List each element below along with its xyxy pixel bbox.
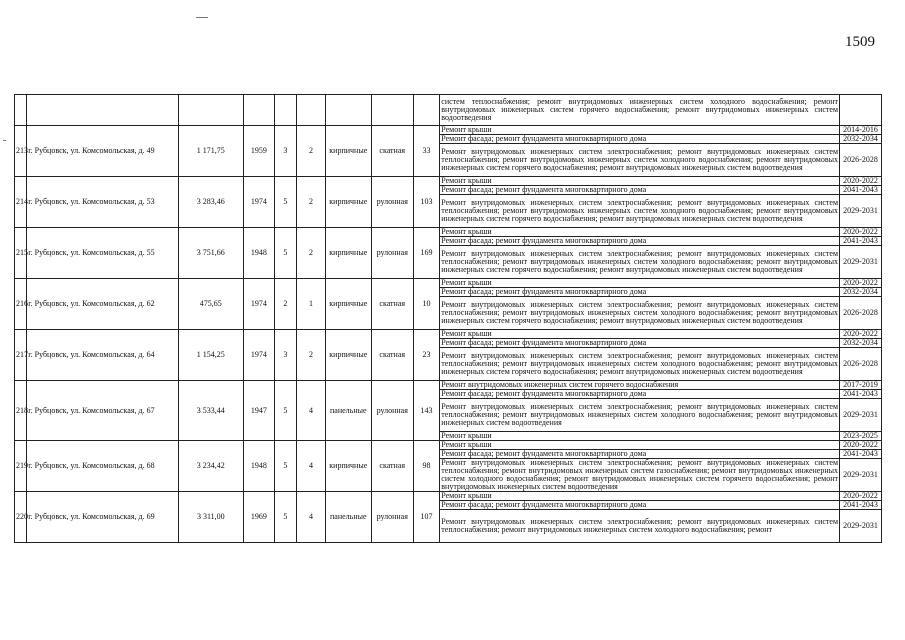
- apartments-count: 33: [413, 126, 440, 177]
- work-description: Ремонт внутридомовых инженерных систем электроснабжения; ремонт внутридомовых инженерных систем теплоснабжения; ремонт внутридомовых инженерных систем холодного водоснабжения; ремонт внутридомовых инженерных систем горячего водоснабжения; ремонт внутридомовых инженерных систем водоотведения: [440, 348, 840, 381]
- wall-material: кирпичные: [325, 126, 371, 177]
- wall-material: кирпичные: [325, 228, 371, 279]
- floors-count: 3: [274, 330, 296, 381]
- floors-count: 5: [274, 177, 296, 228]
- work-description: Ремонт крыши: [440, 279, 840, 288]
- work-period: 2023-2025: [840, 432, 882, 441]
- empty-cell: [178, 95, 243, 126]
- row-number: 217: [15, 330, 27, 381]
- house-address: г. Рубцовск, ул. Комсомольская, д. 49: [27, 126, 178, 177]
- entrances-count: 1: [297, 279, 326, 330]
- work-period: 2014-2016: [840, 126, 882, 135]
- work-description: Ремонт крыши: [440, 228, 840, 237]
- house-address: г. Рубцовск, ул. Комсомольская, д. 53: [27, 177, 178, 228]
- roof-type: скатная: [371, 279, 413, 330]
- work-period: 2020-2022: [840, 492, 882, 501]
- house-area: 3 234,42: [178, 441, 243, 492]
- house-address: г. Рубцовск, ул. Комсомольская, д. 67: [27, 381, 178, 441]
- work-description: Ремонт фасада; ремонт фундамента многоквартирного дома: [440, 237, 840, 246]
- wall-material: кирпичные: [325, 330, 371, 381]
- house-address: г. Рубцовск, ул. Комсомольская, д. 62: [27, 279, 178, 330]
- empty-cell: [371, 95, 413, 126]
- page-number: 1509: [845, 34, 875, 50]
- build-year: 1974: [244, 279, 275, 330]
- apartments-count: 23: [413, 330, 440, 381]
- work-description: Ремонт крыши: [440, 177, 840, 186]
- entrances-count: 4: [297, 441, 326, 492]
- work-period: 2029-2031: [840, 246, 882, 279]
- build-year: 1974: [244, 177, 275, 228]
- empty-cell: [15, 95, 27, 126]
- work-period: 2020-2022: [840, 279, 882, 288]
- entrances-count: 2: [297, 330, 326, 381]
- house-area: 1 154,25: [178, 330, 243, 381]
- work-period: 2029-2031: [840, 399, 882, 432]
- work-period: 2020-2022: [840, 228, 882, 237]
- work-period: 2020-2022: [840, 330, 882, 339]
- table-row: [15, 95, 882, 126]
- row-number: 213: [15, 126, 27, 177]
- apartments-count: 98: [413, 441, 440, 492]
- entrances-count: 2: [297, 177, 326, 228]
- work-period: 2020-2022: [840, 441, 882, 450]
- work-period: 2041-2043: [840, 237, 882, 246]
- house-area: 3 751,66: [178, 228, 243, 279]
- work-period: 2041-2043: [840, 450, 882, 459]
- work-period: 2041-2043: [840, 390, 882, 399]
- scan-mark: [3, 140, 6, 141]
- work-period: 2029-2031: [840, 510, 882, 543]
- work-period: 2032-2034: [840, 288, 882, 297]
- build-year: 1959: [244, 126, 275, 177]
- work-description: Ремонт внутридомовых инженерных систем электроснабжения; ремонт внутридомовых инженерных систем теплоснабжения; ремонт внутридомовых инженерных систем холодного водоснабжения; ремонт внутридомовых инженерных систем горячего водоснабжения; ремонт внутридомовых инженерных систем водоотведения: [440, 297, 840, 330]
- work-period: 2026-2028: [840, 297, 882, 330]
- empty-cell: [274, 95, 296, 126]
- work-period: 2041-2043: [840, 186, 882, 195]
- work-period: 2017-2019: [840, 381, 882, 390]
- build-year: 1948: [244, 228, 275, 279]
- work-description: Ремонт фасада; ремонт фундамента многоквартирного дома: [440, 390, 840, 399]
- work-description: систем теплоснабжения; ремонт внутридомовых инженерных систем холодного водоснабжения; ремонт внутридомовых инженерных систем горячего водоснабжения; ремонт внутридомовых инженерных систем водоотведения: [440, 95, 840, 126]
- entrances-count: 4: [297, 381, 326, 441]
- work-period: 2032-2034: [840, 339, 882, 348]
- row-number: 220: [15, 492, 27, 543]
- work-period: 2026-2028: [840, 144, 882, 177]
- work-description: Ремонт внутридомовых инженерных систем электроснабжения; ремонт внутридомовых инженерных систем теплоснабжения; ремонт внутридомовых инженерных систем холодного водоснабжения; ремонт: [440, 510, 840, 543]
- house-address: г. Рубцовск, ул. Комсомольская, д. 69: [27, 492, 178, 543]
- house-area: 475,65: [178, 279, 243, 330]
- work-period: [840, 95, 882, 126]
- build-year: 1947: [244, 381, 275, 441]
- floors-count: 5: [274, 492, 296, 543]
- house-address: г. Рубцовск, ул. Комсомольская, д. 55: [27, 228, 178, 279]
- house-address: г. Рубцовск, ул. Комсомольская, д. 68: [27, 441, 178, 492]
- work-description: Ремонт внутридомовых инженерных систем электроснабжения; ремонт внутридомовых инженерных систем теплоснабжения; ремонт внутридомовых инженерных систем холодного водоснабжения; ремонт внутридомовых инженерных систем горячего водоснабжения; ремонт внутридомовых инженерных систем водоотведения: [440, 246, 840, 279]
- empty-cell: [325, 95, 371, 126]
- empty-cell: [27, 95, 178, 126]
- apartments-count: 107: [413, 492, 440, 543]
- floors-count: 3: [274, 126, 296, 177]
- work-description: Ремонт крыши: [440, 330, 840, 339]
- wall-material: кирпичные: [325, 177, 371, 228]
- work-description: Ремонт фасада; ремонт фундамента многоквартирного дома: [440, 135, 840, 144]
- roof-type: скатная: [371, 126, 413, 177]
- apartments-count: 169: [413, 228, 440, 279]
- work-period: 2029-2031: [840, 459, 882, 492]
- work-description: Ремонт фасада; ремонт фундамента многоквартирного дома: [440, 501, 840, 510]
- wall-material: панельные: [325, 381, 371, 441]
- entrances-count: 4: [297, 492, 326, 543]
- house-area: 1 171,75: [178, 126, 243, 177]
- work-description: Ремонт внутридомовых инженерных систем электроснабжения; ремонт внутридомовых инженерных систем теплоснабжения; ремонт внутридомовых инженерных систем холодного водоснабжения; ремонт внутридомовых инженерных систем горячего водоснабжения; ремонт внутридомовых инженерных систем водоотведения: [440, 195, 840, 228]
- work-description: Ремонт внутридомовых инженерных систем горячего водоснабжения: [440, 381, 840, 390]
- work-description: Ремонт внутридомовых инженерных систем электроснабжения; ремонт внутридомовых инженерных систем теплоснабжения; ремонт внутридомовых инженерных систем холодного водоснабжения; ремонт внутридомовых инженерных систем горячего водоснабжения; ремонт внутридомовых инженерных систем водоотведения: [440, 144, 840, 177]
- apartments-count: 103: [413, 177, 440, 228]
- work-description: Ремонт фасада; ремонт фундамента многоквартирного дома: [440, 450, 840, 459]
- work-period: 2026-2028: [840, 348, 882, 381]
- roof-type: скатная: [371, 330, 413, 381]
- work-description: Ремонт внутридомовых инженерных систем электроснабжения; ремонт внутридомовых инженерных систем теплоснабжения; ремонт внутридомовых инженерных систем газоснабжения; ремонт внутридомовых инженерных систем холодного водоснабжения; ремонт внутридомовых инженерных систем горячего водоснабжения; ремонт внутридомовых инженерных систем водоотведения: [441, 458, 839, 491]
- floors-count: 5: [274, 441, 296, 492]
- wall-material: панельные: [325, 492, 371, 543]
- roof-type: рулонная: [371, 177, 413, 228]
- empty-cell: [244, 95, 275, 126]
- roof-type: рулонная: [371, 381, 413, 441]
- work-description: Ремонт фасада; ремонт фундамента многоквартирного дома: [440, 288, 840, 297]
- wall-material: кирпичные: [325, 441, 371, 492]
- roof-type: рулонная: [371, 492, 413, 543]
- floors-count: 2: [274, 279, 296, 330]
- build-year: 1974: [244, 330, 275, 381]
- work-description: Ремонт крыши: [440, 441, 840, 450]
- row-number: 214: [15, 177, 27, 228]
- work-period: 2041-2043: [840, 501, 882, 510]
- empty-cell: [297, 95, 326, 126]
- roof-type: рулонная: [371, 228, 413, 279]
- floors-count: 5: [274, 228, 296, 279]
- row-number: 215: [15, 228, 27, 279]
- empty-cell: [413, 95, 440, 126]
- build-year: 1969: [244, 492, 275, 543]
- housing-repair-table: [14, 94, 882, 543]
- entrances-count: 2: [297, 228, 326, 279]
- work-description: Ремонт внутридомовых инженерных систем электроснабжения; ремонт внутридомовых инженерных систем теплоснабжения; ремонт внутридомовых инженерных систем холодного водоснабжения; ремонт внутридомовых инженерных систем водоотведения: [440, 399, 840, 432]
- work-description: Ремонт фасада; ремонт фундамента многоквартирного дома: [440, 186, 840, 195]
- work-description: Ремонт фасада; ремонт фундамента многоквартирного дома: [440, 339, 840, 348]
- house-address: г. Рубцовск, ул. Комсомольская, д. 64: [27, 330, 178, 381]
- apartments-count: 10: [413, 279, 440, 330]
- work-description: Ремонт крыши: [440, 126, 840, 135]
- work-period: 2032-2034: [840, 135, 882, 144]
- work-period: 2020-2022: [840, 177, 882, 186]
- house-area: 3 311,00: [178, 492, 243, 543]
- house-area: 3 283,46: [178, 177, 243, 228]
- entrances-count: 2: [297, 126, 326, 177]
- row-number: 218: [15, 381, 27, 441]
- floors-count: 5: [274, 381, 296, 441]
- apartments-count: 143: [413, 381, 440, 441]
- scan-mark: [196, 17, 208, 18]
- house-area: 3 533,44: [178, 381, 243, 441]
- wall-material: кирпичные: [325, 279, 371, 330]
- work-period: 2029-2031: [840, 195, 882, 228]
- work-description: Ремонт крыши: [440, 492, 840, 501]
- row-number: 216: [15, 279, 27, 330]
- row-number: 219: [15, 441, 27, 492]
- roof-type: скатная: [371, 441, 413, 492]
- build-year: 1948: [244, 441, 275, 492]
- work-description: Ремонт крыши: [440, 432, 840, 441]
